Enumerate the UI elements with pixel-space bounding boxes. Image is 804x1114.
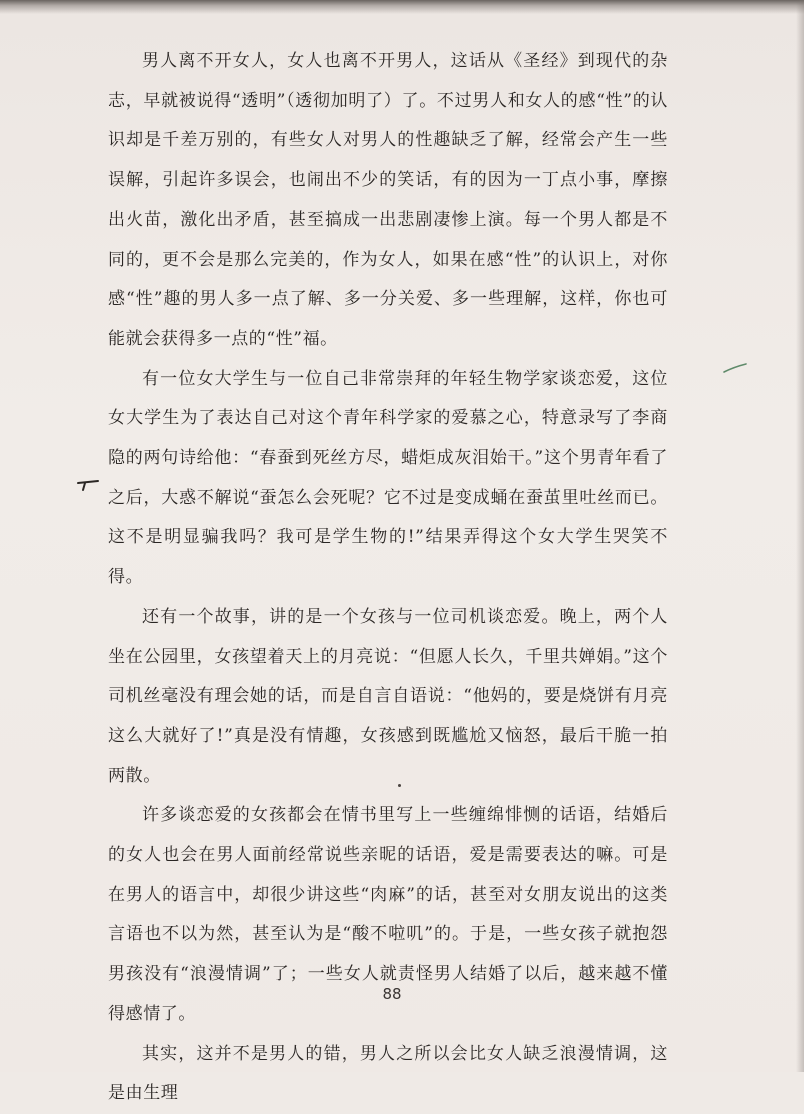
paragraph-4: 许多谈恋爱的女孩都会在情书里写上一些缠绵悱恻的话语，结婚后的女人也会在男人面前经常说些亲昵的话语，爱是需要表达的嘛。可是在男人的语言中，却很少讲这些“肉麻”的话，甚至对女朋友说出的这类言语也不以为然，甚至认为是“酸不啦叽”的。于是，一些女孩子就抱怨男孩没有“浪漫情调”了；一些女人就责怪男人结婚了以后，越来越不懂得感情了。 [108, 805, 668, 1024]
paragraph-2: 有一位女大学生与一位自己非常崇拜的年轻生物学家谈恋爱，这位女大学生为了表达自己对这个青年科学家的爱慕之心，特意录写了李商隐的两句诗给他：“春蚕到死丝方尽，蜡炬成灰泪始干。”这个男青年看了之后，大惑不解说“蚕怎么会死呢？它不过是变成蛹在蚕茧里吐丝而已。这不是明显骗我吗？我可是学生物的!”结果弄得这个女大学生哭笑不得。 [108, 368, 668, 588]
scan-right-edge [796, 0, 804, 1072]
page-number: 88 [382, 985, 402, 1003]
paragraph-1: 男人离不开女人，女人也离不开男人，这话从《圣经》到现代的杂志，早就被说得“透明”（透彻加明了）了。不过男人和女人的感“性”的认识却是千差万别的，有些女人对男人的性趣缺乏了解，经常会产生一些误解，引起许多误会，也闹出不少的笑话，有的因为一丁点小事，摩擦出火苗，激化出矛盾，甚至搞成一出悲剧凄惨上演。每一个男人都是不同的，更不会是那么完美的，作为女人，如果在感“性”的认识上，对你感“性”趣的男人多一点了解、多一分关爱、多一些理解，这样，你也可能就会获得多一点的“性”福。 [108, 51, 668, 349]
pen-mark-right [722, 362, 748, 374]
pen-mark-left [76, 478, 100, 492]
body-text [108, 42, 668, 1114]
pen-dot [398, 784, 401, 787]
scan-top-shadow [0, 0, 804, 14]
paragraph-5: 其实，这并不是男人的错，男人之所以会比女人缺乏浪漫情调，这是由生理 [108, 1043, 668, 1104]
paragraph-3: 还有一个故事，讲的是一个女孩与一位司机谈恋爱。晚上，两个人坐在公园里，女孩望着天上的月亮说：“但愿人长久，千里共婵娟。”这个司机丝毫没有理会她的话，而是自言自语说：“他妈的，要是烧饼有月亮这么大就好了!”真是没有情趣，女孩感到既尴尬又恼怒，最后干脆一拍两散。 [108, 606, 668, 786]
